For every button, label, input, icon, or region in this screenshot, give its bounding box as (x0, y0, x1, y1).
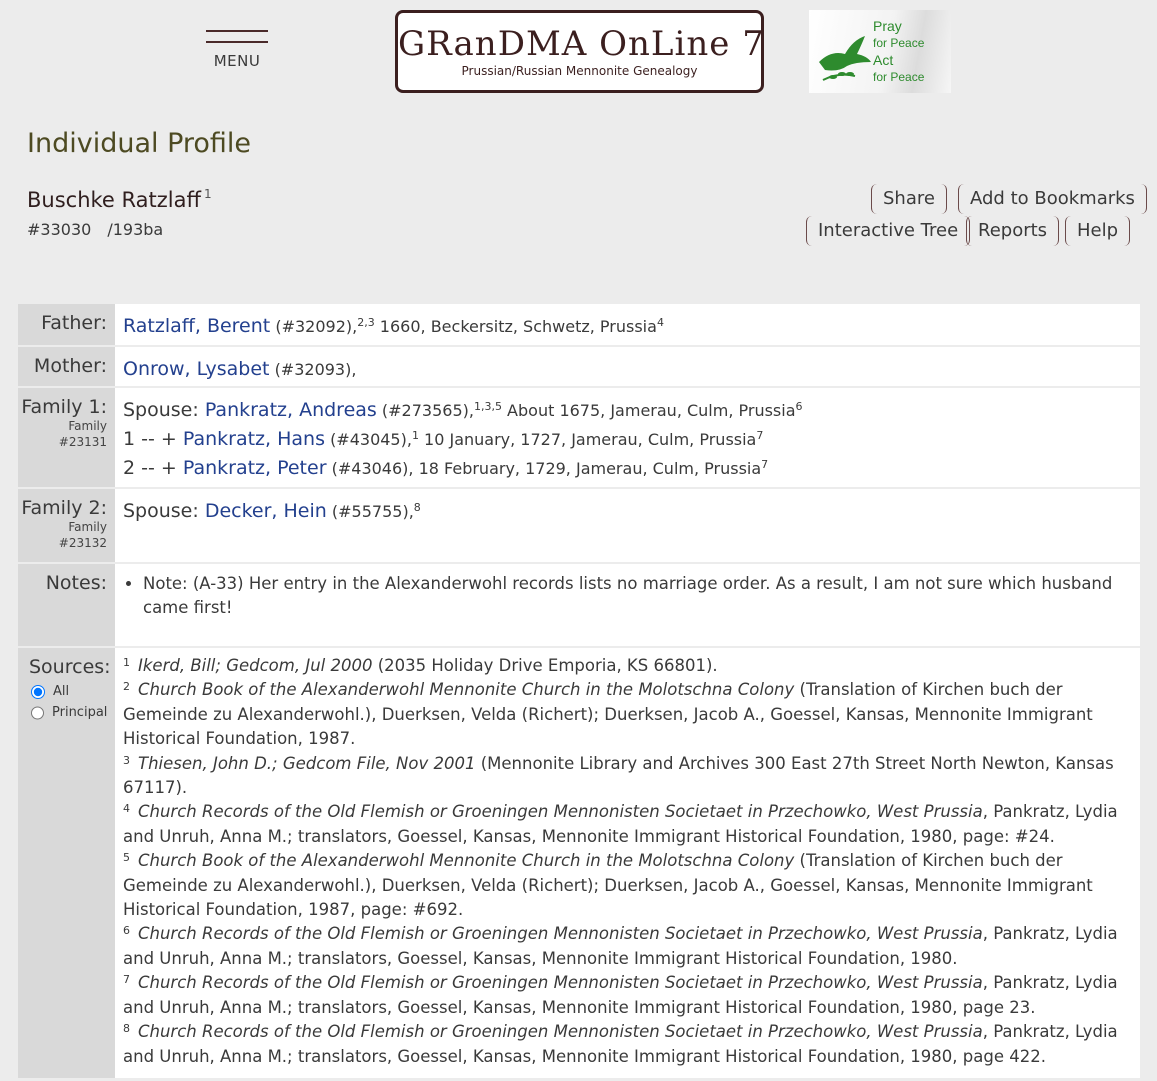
source-number: 6 (123, 924, 130, 938)
source-item (123, 971, 1132, 1020)
child-sup[interactable]: 1 (411, 429, 419, 442)
hamburger-icon (206, 30, 268, 32)
family1-spouse-info: About 1675, Jamerau, Culm, Prussia (501, 401, 796, 420)
child-link[interactable]: Pankratz, Peter (182, 457, 327, 479)
radio-principal[interactable] (31, 705, 107, 720)
source-number: 3 (123, 753, 130, 767)
child-row (123, 454, 1132, 483)
menu-button[interactable] (206, 30, 268, 70)
source-number: 8 (123, 1022, 130, 1036)
family2-label-text: Family 2: (21, 497, 107, 519)
family1-word: Family (68, 419, 107, 433)
child-prefix: 2 -- + (123, 457, 183, 479)
source-number: 5 (123, 851, 130, 865)
source-title: Church Book of the Alexanderwohl Mennonite Church in the Molotschna Colony (138, 680, 795, 700)
person-name-sup[interactable]: 1 (203, 187, 212, 201)
source-item (123, 678, 1132, 751)
profile-table (18, 304, 1140, 1078)
person-name-text: Buschke Ratzlaff (27, 188, 201, 212)
source-item (123, 922, 1132, 971)
peace-line: Act (873, 52, 894, 68)
father-value (115, 304, 1140, 345)
family2-label (18, 489, 115, 562)
father-label: Father: (18, 304, 115, 345)
source-item (123, 1020, 1132, 1069)
family1-label (18, 388, 115, 487)
source-detail: (Translation of Kirchen buch der Gemeinde zu Alexanderwohl.), Duerksen, Velda (Richert); Duerksen, Jacob A., Goessel, Kansas, Mennonite Immigrant Historical Foundation, 1987, page: #692. (123, 851, 1093, 920)
source-title: Church Records of the Old Flemish or Groeningen Mennonisten Societaet in Przechowko, West Prussia (138, 924, 983, 944)
child-link[interactable]: Pankratz, Hans (182, 428, 325, 450)
family2-spouse-link[interactable]: Decker, Hein (204, 500, 327, 522)
source-detail: , Pankratz, Lydia and Unruh, Anna M.; translators, Goessel, Kansas, Mennonite Immigrant Historical Foundation, 1980, page 23. (123, 973, 1118, 1017)
sources-value (115, 648, 1140, 1078)
person-ref: /193ba (107, 220, 164, 239)
site-logo[interactable] (395, 10, 764, 93)
source-title: Thiesen, John D.; Gedcom File, Nov 2001 (138, 753, 476, 773)
radio-all[interactable] (31, 684, 107, 699)
mother-id: (#32093), (274, 360, 357, 379)
source-detail: , Pankratz, Lydia and Unruh, Anna M.; translators, Goessel, Kansas, Mennonite Immigrant Historical Foundation, 1980, page 422. (123, 1022, 1118, 1066)
source-item (123, 654, 1132, 678)
source-detail: (2035 Holiday Drive Emporia, KS 66801). (372, 656, 718, 675)
source-number: 7 (123, 973, 130, 987)
hamburger-bar (206, 41, 268, 43)
logo-title: GRanDMA OnLine 7 (398, 24, 765, 64)
family1-value (115, 388, 1140, 487)
add-bookmark-button[interactable]: Add to Bookmarks (958, 184, 1147, 214)
family1-id[interactable]: #23131 (58, 435, 107, 449)
menu-label: MENU (213, 52, 261, 70)
notes-label: Notes: (18, 564, 115, 646)
person-name (27, 188, 212, 212)
family1-spouse (123, 396, 1132, 425)
child-info-sup[interactable]: 7 (756, 429, 764, 442)
child-info: 18 February, 1729, Jamerau, Culm, Prussia (413, 459, 762, 478)
family1-spouse-link[interactable]: Pankratz, Andreas (204, 399, 377, 421)
source-detail: , Pankratz, Lydia and Unruh, Anna M.; translators, Goessel, Kansas, Mennonite Immigrant Historical Foundation, 1980. (123, 924, 1118, 968)
source-title: Church Records of the Old Flemish or Groeningen Mennonisten Societaet in Przechowko, West Prussia (138, 973, 983, 993)
child-id: (#43045), (330, 430, 412, 449)
mother-link[interactable]: Onrow, Lysabet (123, 358, 270, 380)
peace-line: Pray (873, 18, 902, 34)
source-item (123, 800, 1132, 849)
source-detail: (Translation of Kirchen buch der Gemeinde zu Alexanderwohl.), Duerksen, Velda (Richert); Duerksen, Jacob A., Goessel, Kansas, Mennonite Immigrant Historical Foundation, 1987. (123, 680, 1093, 749)
notes-value (115, 564, 1140, 646)
source-item (123, 752, 1132, 801)
radio-principal-input[interactable] (31, 706, 44, 720)
person-id (27, 220, 163, 239)
note-item: • Note: (A-33) Her entry in the Alexanderwohl records lists no marriage order. As a result, I am not sure which husband came first! (143, 572, 1132, 620)
family2-spouse-id: (#55755), (331, 502, 414, 521)
family1-row (18, 388, 1140, 489)
reports-button[interactable]: Reports (966, 216, 1059, 246)
peace-line: for Peace (873, 36, 925, 50)
family2-value (115, 489, 1140, 562)
notes-row (18, 564, 1140, 648)
family1-spouse-sup[interactable]: 1,3,5 (473, 400, 502, 413)
source-title: Ikerd, Bill; Gedcom, Jul 2000 (138, 656, 373, 675)
spouse-prefix: Spouse: (123, 399, 205, 421)
father-link[interactable]: Ratzlaff, Berent (123, 315, 271, 337)
father-info-sup[interactable]: 4 (656, 316, 664, 329)
radio-all-label: All (53, 684, 70, 699)
pray-for-peace-banner[interactable] (809, 10, 951, 93)
father-sup[interactable]: 2,3 (357, 316, 375, 329)
logo-subtitle: Prussian/Russian Mennonite Genealogy (461, 64, 698, 78)
sources-label-text: Sources: (29, 656, 111, 678)
peace-line: for Peace (873, 70, 925, 84)
notes-list (123, 572, 1132, 620)
family1-spouse-info-sup[interactable]: 6 (795, 400, 803, 413)
family2-row (18, 489, 1140, 564)
peace-text (873, 18, 924, 86)
family2-spouse-sup[interactable]: 8 (413, 501, 421, 514)
page-title: Individual Profile (27, 128, 252, 159)
mother-label: Mother: (18, 347, 115, 386)
radio-all-input[interactable] (31, 685, 45, 699)
mother-row (18, 347, 1140, 388)
source-title: Church Book of the Alexanderwohl Mennonite Church in the Molotschna Colony (138, 851, 795, 871)
source-number: 1 (123, 656, 130, 669)
child-info: 10 January, 1727, Jamerau, Culm, Prussia (418, 430, 757, 449)
source-number: 4 (123, 802, 130, 816)
sources-row (18, 648, 1140, 1078)
father-id: (#32092), (275, 317, 358, 336)
family2-word: Family (68, 520, 107, 534)
help-button[interactable]: Help (1065, 216, 1130, 246)
spouse-prefix: Spouse: (123, 500, 205, 522)
child-row (123, 425, 1132, 454)
source-detail: , Pankratz, Lydia and Unruh, Anna M.; translators, Goessel, Kansas, Mennonite Immigrant Historical Foundation, 1980, page: #24. (123, 802, 1118, 846)
person-number: #33030 (27, 220, 92, 239)
source-item (123, 849, 1132, 922)
source-title: Church Records of the Old Flemish or Groeningen Mennonisten Societaet in Przechowko, West Prussia (138, 802, 983, 822)
source-number: 2 (123, 680, 130, 694)
share-button[interactable]: Share (871, 184, 947, 214)
father-info: 1660, Beckersitz, Schwetz, Prussia (374, 317, 657, 336)
source-title: Church Records of the Old Flemish or Groeningen Mennonisten Societaet in Przechowko, West Prussia (138, 1022, 983, 1042)
family2-id[interactable]: #23132 (58, 536, 107, 550)
interactive-tree-button[interactable]: Interactive Tree (806, 216, 970, 246)
sources-label (18, 648, 115, 1078)
father-row (18, 304, 1140, 347)
child-info-sup[interactable]: 7 (761, 458, 769, 471)
radio-principal-label: Principal (52, 705, 108, 720)
family1-spouse-id: (#273565), (381, 401, 474, 420)
family1-label-text: Family 1: (21, 396, 107, 418)
child-id: (#43046), (331, 459, 414, 478)
mother-value (115, 347, 1140, 386)
child-prefix: 1 -- + (123, 428, 183, 450)
source-detail: (Mennonite Library and Archives 300 East 27th Street North Newton, Kansas 67117). (123, 753, 1114, 798)
